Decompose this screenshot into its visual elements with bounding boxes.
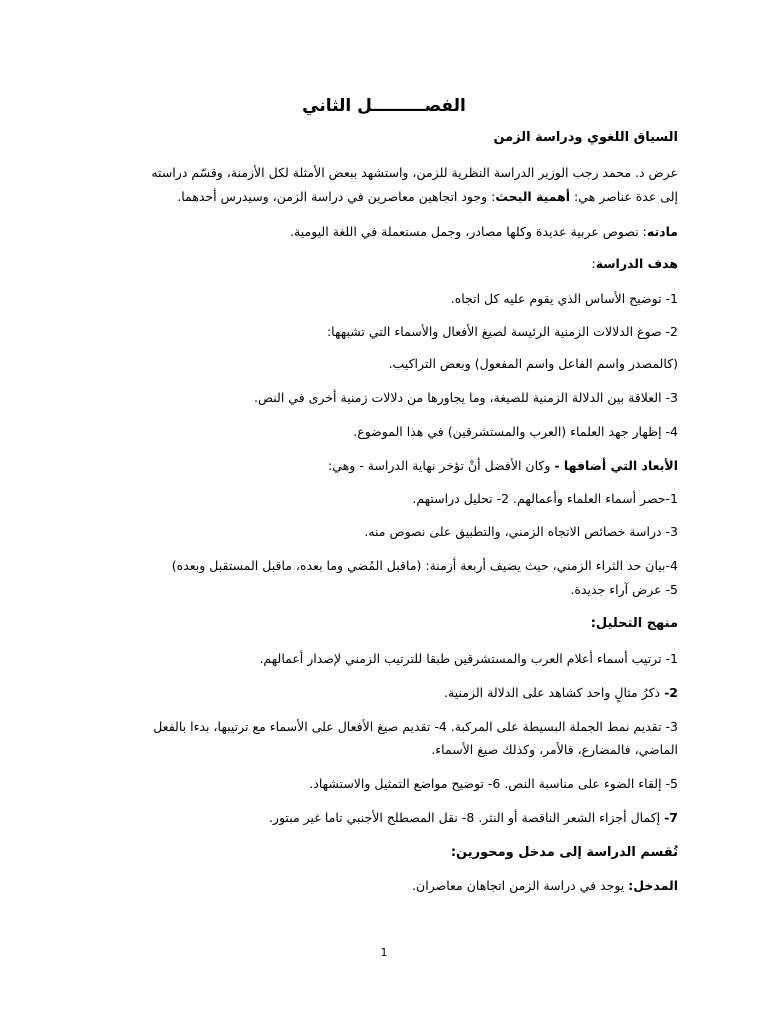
method-item-2-text: ذكرُ مثالٍ واحد كشاهد على الدلالة الزمنية.	[444, 685, 665, 700]
division-heading: تُقسم الدراسة إلى مدخل ومحورين:	[450, 845, 678, 860]
intro-section-line	[110, 876, 678, 896]
goal-item-1: 1- توضيح الأساس الذي يقوم عليه كل اتجاه.	[450, 291, 678, 306]
goal-item-2b: (كالمصدر واسم الفاعل واسم المفعول) وبعض التراكيب.	[388, 356, 678, 371]
dimension-item-5: 5- عرض آراء جديدة.	[570, 582, 678, 597]
intro-line-2	[110, 187, 678, 207]
method-item-7	[110, 808, 678, 828]
dimension-item-3: 3- دراسة خصائص الاتجاه الزمني، والتطبيق على نصوص منه.	[364, 524, 678, 539]
chapter-title: الفصـــــــــل الثاني	[302, 96, 466, 116]
intro-line-2-after: : وجود اتجاهين معاصرين في دراسة الزمن، وسيدرس أحدهما.	[177, 189, 496, 204]
intro-line-2-before: إلى عدة عناصر هي:	[574, 189, 678, 204]
goal-item-4: 4- إظهار جهد العلماء (العرب والمستشرقين) في هذا الموضوع.	[353, 424, 678, 439]
material-text: : نصوص عربية عديدة وكلها مصادر، وجمل مستعملة في اللغة اليومية.	[290, 224, 647, 239]
section-heading: السياق اللغوي ودراسة الزمن	[493, 130, 678, 145]
method-item-7-number: 7-	[664, 810, 678, 825]
page-number: 1	[380, 946, 388, 959]
method-heading: منهج التحليل:	[590, 616, 678, 631]
goal-item-2: 2- صوغ الدلالات الزمنية الرئيسة لصيغ الأفعال والأسماء التي تشبهها:	[326, 324, 678, 339]
intro-section-text: يوجد في دراسة الزمن اتجاهان معاصران.	[412, 878, 629, 893]
intro-line-1: عرض د. محمد رجب الوزير الدراسة النظرية للزمن، واستشهد ببعض الأمثلة لكل الأزمنة، وقسّم دراسته	[151, 165, 678, 180]
material-line	[110, 222, 678, 242]
dimension-item-1: 1-حصر أسماء العلماء وأعمالهم. 2- تحليل دراستهم.	[412, 491, 678, 506]
goal-item-3: 3- العلاقة بين الدلالة الزمنية للصيغة، وما يجاورها من دلالات زمنية أخرى في النص.	[253, 390, 678, 405]
research-importance-label: أهمية البحث	[495, 189, 571, 204]
intro-section-label: المدخل:	[628, 878, 678, 893]
method-item-7-text: إكمال أجزاء الشعر الناقصة أو النثر. 8- نقل المصطلح الأجنبي تاما غير مبتور.	[268, 810, 665, 825]
method-item-5: 5- إلقاء الضوء على مناسبة النص. 6- توضيح مواضع التمثيل والاستشهاد.	[309, 776, 678, 791]
method-item-3-line-2: الماضي، فالمضارع، فالأمر، وكذلك صيغ الأسماء.	[431, 742, 678, 757]
method-item-1: 1- ترتيب أسماء أعلام العرب والمستشرقين طبقا للترتيب الزمني لإصدار أعمالهم.	[259, 651, 678, 666]
material-label: مادته	[646, 224, 678, 239]
method-item-2	[110, 683, 678, 703]
dimensions-line	[110, 456, 678, 476]
method-item-3-line-1: 3- تقديم نمط الجملة البسيطة على المركبة. 4- تقديم صيغ الأفعال على الأسماء مع ترتيبها، بدءا بالفعل	[153, 719, 678, 734]
dimensions-text: وكان الأفضل أنْ تؤخر نهاية الدراسة - وهي:	[328, 458, 555, 473]
dimensions-heading: الأبعاد التي أضافها -	[554, 458, 678, 473]
dimension-item-4: 4-بيان حد الثراء الزمني، حيث يضيف أربعة أزمنة: (ماقبل المُضي وما بعده، ماقبل المستقبل وبعده)	[171, 558, 678, 573]
goal-heading: هدف الدراسة	[595, 256, 678, 271]
method-item-2-number: 2-	[664, 685, 678, 700]
goal-heading-colon: :	[591, 256, 596, 271]
goal-heading-line	[110, 254, 678, 274]
